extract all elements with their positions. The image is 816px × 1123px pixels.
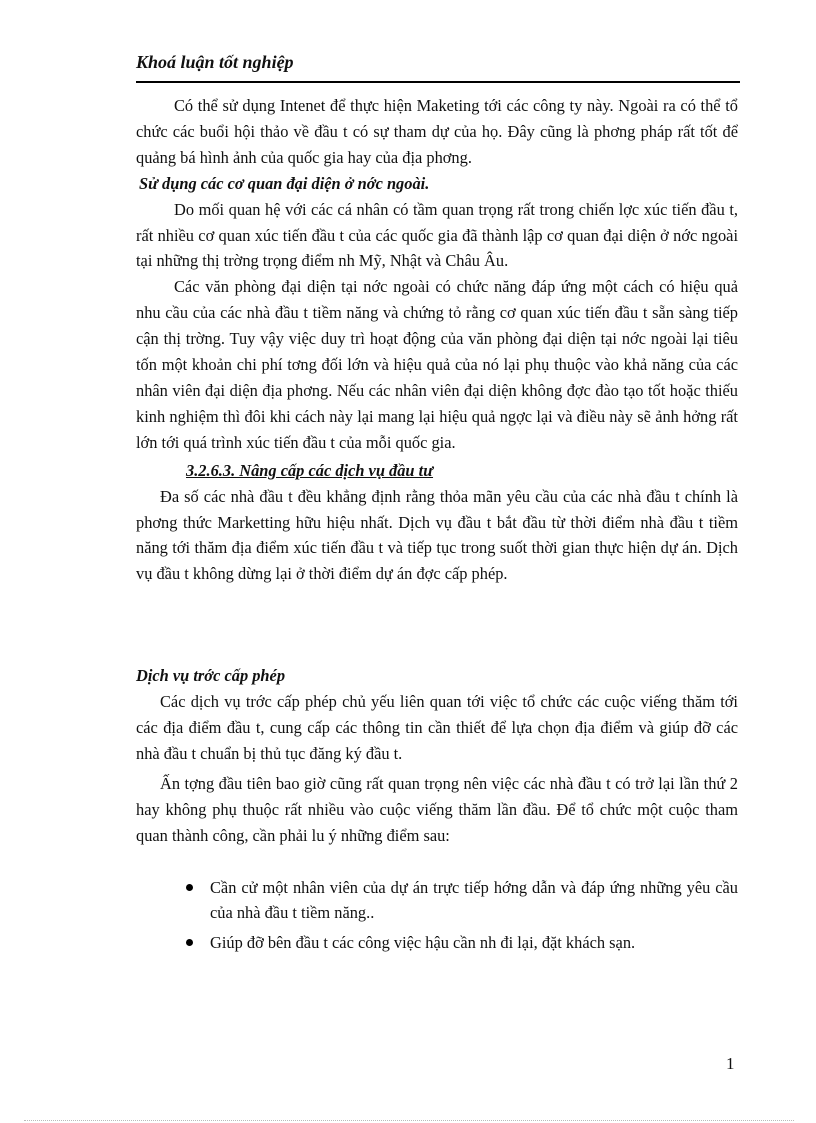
subheading: Dịch vụ trớc cấp phép [136, 666, 286, 686]
list-item-text: Giúp đỡ bên đầu t các công việc hậu cần nh đi lại, đặt khách sạn. [210, 933, 636, 953]
document-body [136, 93, 738, 960]
paragraph: Có thể sử dụng Intenet để thực hiện Maketing tới các công ty này. Ngoài ra có thể tổ chức các buổi hội thảo về đầu t có sự tham dự của họ. Đây cũng là phơng pháp rất tốt để quảng bá hình ảnh của quốc gia hay của địa phơng. [136, 96, 738, 167]
spacer [136, 849, 738, 875]
bullet-icon [186, 939, 193, 946]
paragraph: Ấn tợng đầu tiên bao giờ cũng rất quan trọng nên việc các nhà đầu t có trở lại lần thứ 2 hay không phụ thuộc rất nhiều vào cuộc viếng thăm lần đầu. Để tổ chức một cuộc tham quan thành công, cần phải lu ý những điểm sau: [136, 773, 738, 845]
bullet-icon [186, 884, 193, 891]
page-boundary [24, 1120, 794, 1121]
bullet-list [136, 875, 738, 957]
list-item [210, 875, 738, 927]
subheading: Sử dụng các cơ quan đại diện ở nớc ngoài. [139, 173, 430, 193]
spacer [136, 587, 738, 663]
paragraph: Các văn phòng đại diện tại nớc ngoài có chức năng đáp ứng một cách có hiệu quả nhu cầu của các nhà đầu t tiềm năng và chứng tỏ rằng cơ quan xúc tiến đầu t sẵn sàng tiếp cận thị trờng. Tuy vậy việc duy trì hoạt động của văn phòng đại diện tại nớc ngoài lại tiêu tốn một khoản chi phí tơng đối lớn và hiệu quả của nó lại phụ thuộc vào khả năng của các nhân viên đại diện địa phơng. Nếu các nhân viên đại diện không đợc đào tạo tốt hoặc thiếu kinh nghiệm thì đôi khi cách này lại mang lại hiệu quả ngợc lại và điều này sẽ ảnh hởng rất lớn tới quá trình xúc tiến đầu t của mỗi quốc gia. [136, 277, 738, 452]
header-rule [136, 81, 740, 83]
page-number: 1 [726, 1054, 735, 1073]
list-item [210, 930, 738, 956]
section-heading: 3.2.6.3. Nâng cấp các dịch vụ đầu tư [186, 460, 434, 480]
paragraph: Do mối quan hệ với các cá nhân có tầm quan trọng rất trong chiến lợc xúc tiến đầu t, rất nhiều cơ quan xúc tiến đầu t của các quốc gia đã thành lập cơ quan đại diện ở nớc ngoài tại những thị trờng trọng điểm nh Mỹ, Nhật và Châu Âu. [136, 199, 738, 271]
paragraph: Các dịch vụ trớc cấp phép chủ yếu liên quan tới việc tổ chức các cuộc viếng thăm tới các địa điểm đầu t, cung cấp các thông tin cần thiết để lựa chọn địa điểm và giúp đỡ các nhà đầu t chuẩn bị thủ tục đăng ký đầu t. [136, 692, 738, 763]
list-item-text: Cần cử một nhân viên của dự án trực tiếp hớng dẫn và đáp ứng những yêu cầu của nhà đầu t tiềm năng.. [210, 877, 738, 923]
page-header-title: Khoá luận tốt nghiệp [136, 52, 294, 72]
paragraph: Đa số các nhà đầu t đều khẳng định rằng thỏa mãn yêu cầu của các nhà đầu t chính là phơng thức Marketting hữu hiệu nhất. Dịch vụ đầu t bắt đầu từ thời điểm nhà đầu t tiềm năng tới thăm địa điểm xúc tiến đầu t và tiếp tục trong suốt thời gian thực hiện dự án. Dịch vụ đầu t không dừng lại ở thời điểm dự án đợc cấp phép. [136, 486, 738, 584]
